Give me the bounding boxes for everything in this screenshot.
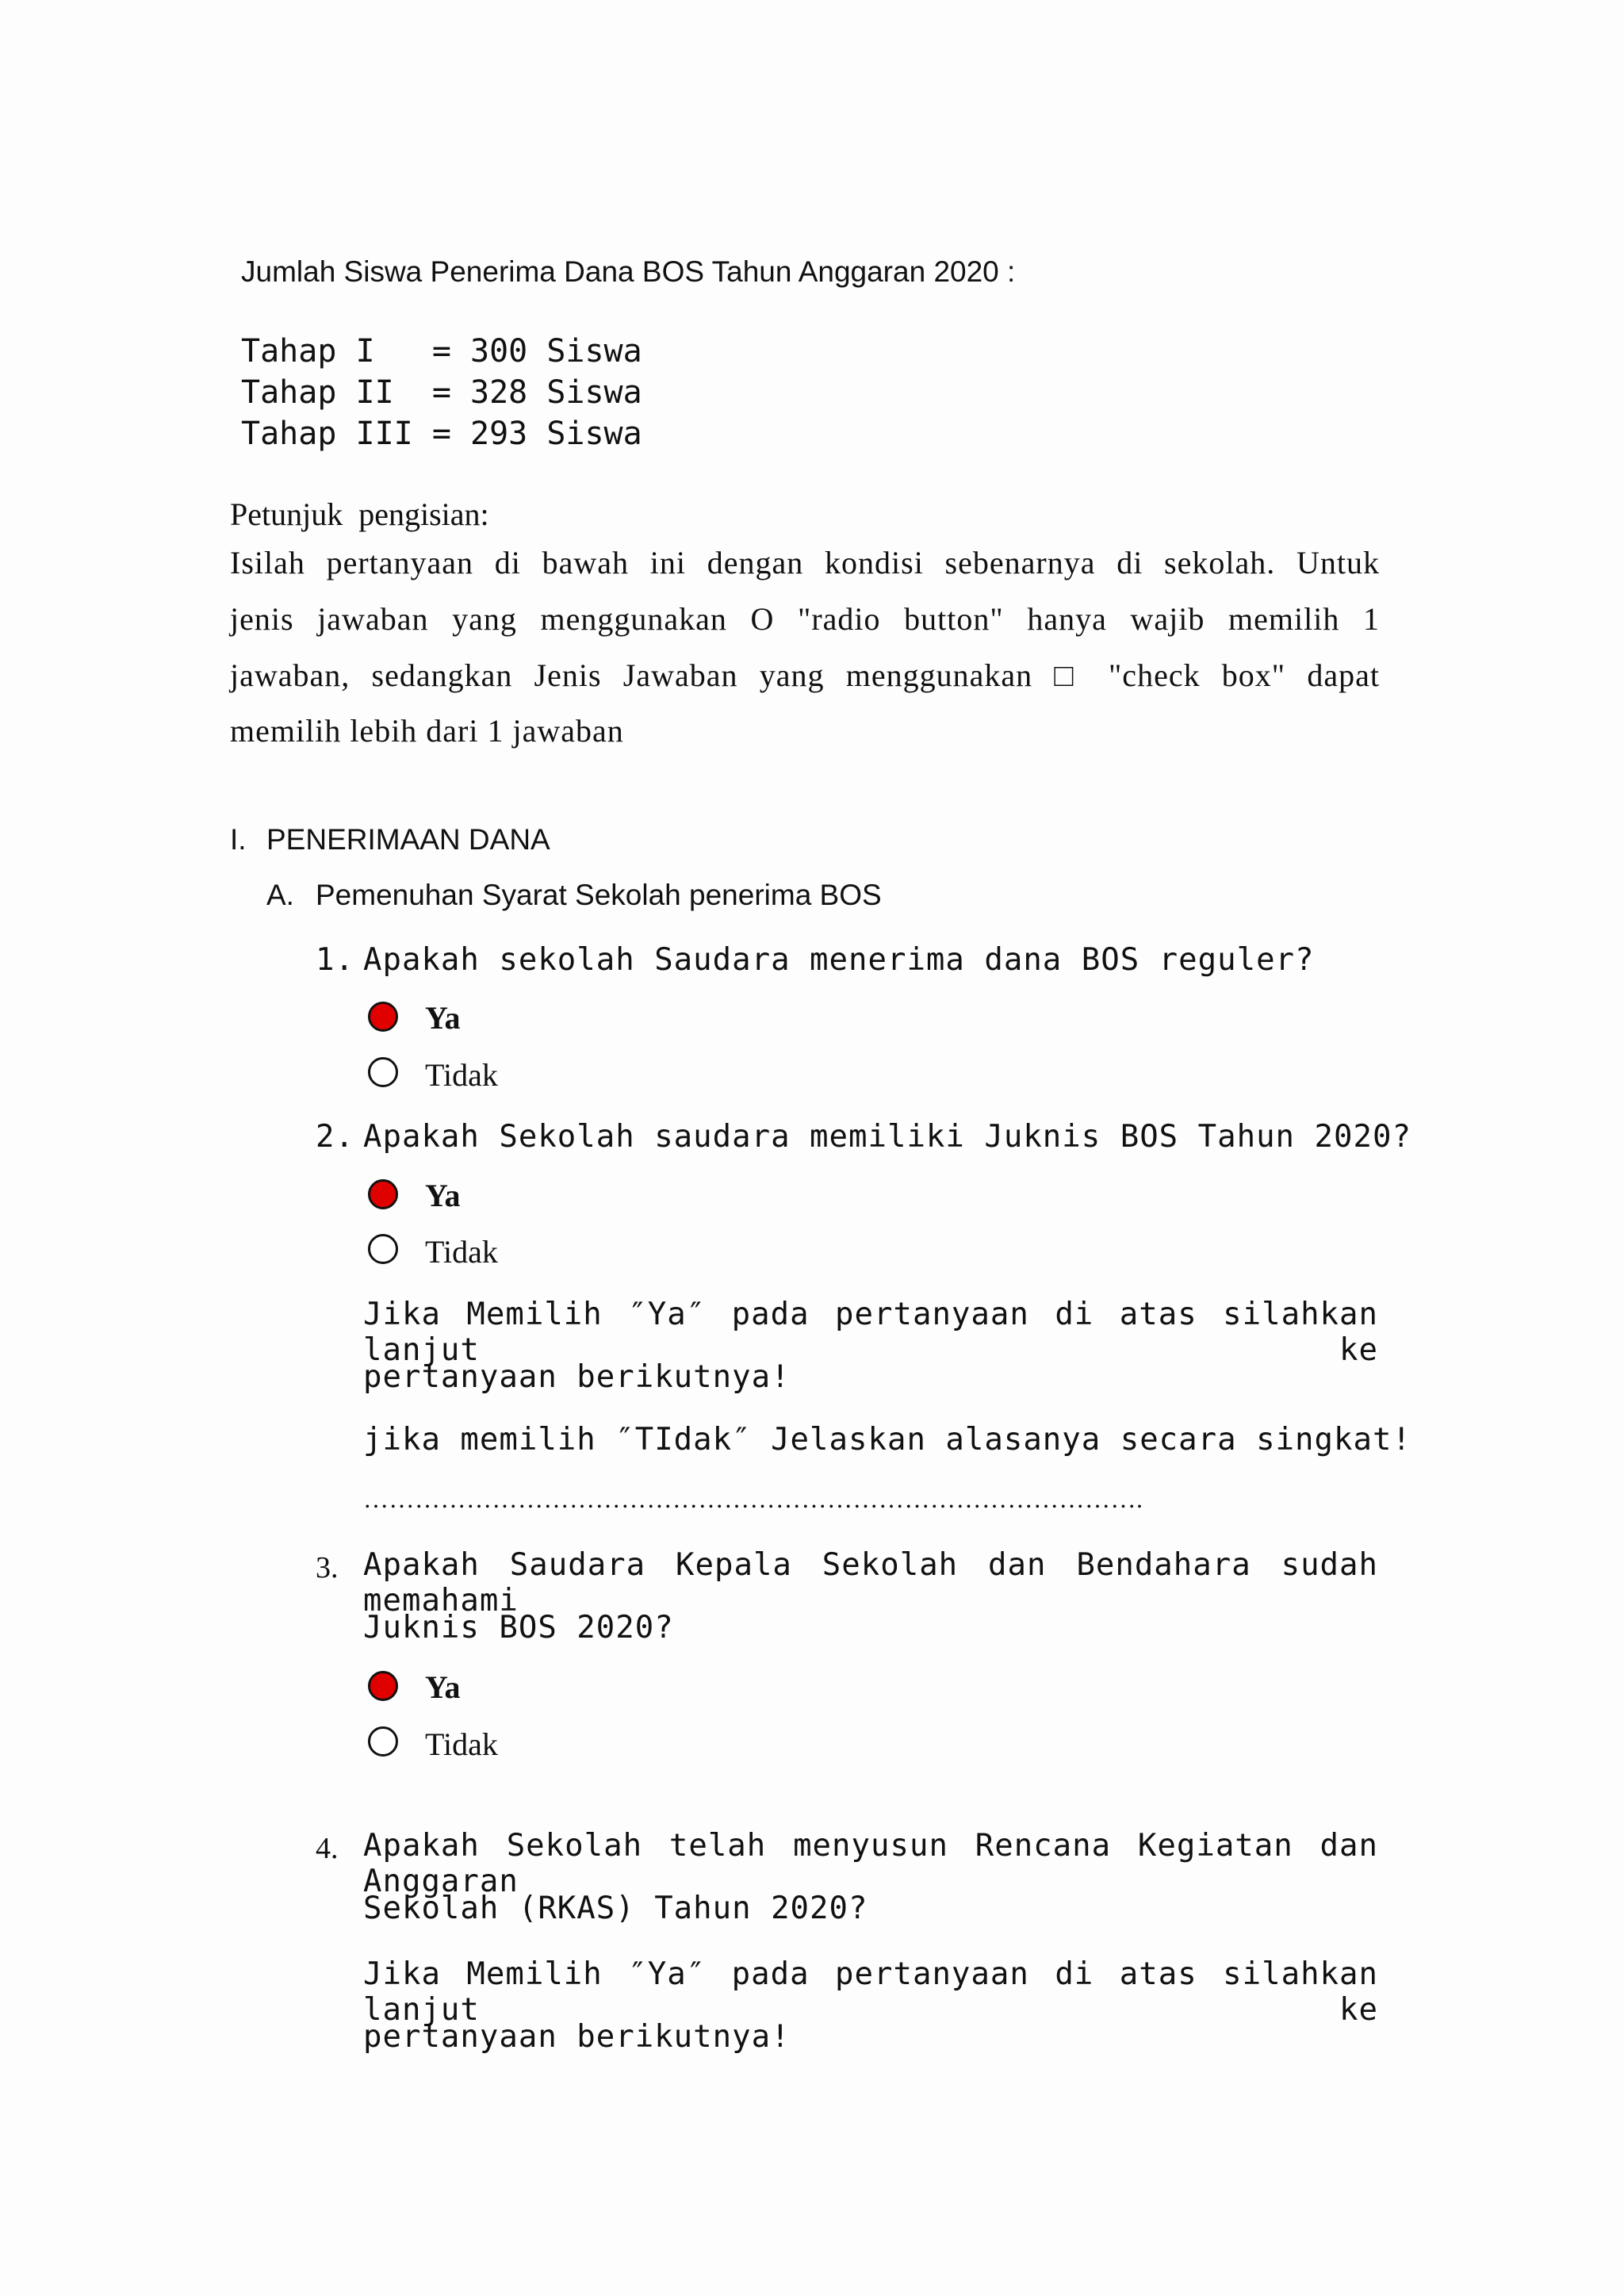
petunjuk-line-4: memilih lebih dari 1 jawaban [230, 713, 624, 749]
question-2-number: 2. [316, 1119, 354, 1155]
q2-option-yes-label: Ya [425, 1178, 461, 1213]
question-4-text-line-2: Sekolah (RKAS) Tahun 2020? [363, 1891, 868, 1926]
q3-radio-yes[interactable] [368, 1671, 398, 1701]
q1-option-yes-label: Ya [425, 1000, 461, 1036]
q3-option-no-label: Tidak [425, 1726, 498, 1762]
q1-radio-yes[interactable] [368, 1002, 398, 1032]
q2-radio-no[interactable] [368, 1234, 398, 1264]
q3-radio-no[interactable] [368, 1726, 398, 1757]
q4-note-line-1: Jika Memilih ″Ya″ pada pertanyaan di atas silahkan lanjut ke [363, 1956, 1378, 2028]
q2-note-line-3: jika memilih ″TIdak″ Jelaskan alasanya secara singkat! [363, 1422, 1411, 1458]
q1-option-no-label: Tidak [425, 1057, 498, 1093]
q2-note-line-1: Jika Memilih ″Ya″ pada pertanyaan di atas silahkan lanjut ke [363, 1297, 1378, 1368]
q2-option-no-label: Tidak [425, 1234, 498, 1270]
document-heading: Jumlah Siswa Penerima Dana BOS Tahun Anggaran 2020 : [241, 255, 1016, 288]
petunjuk-line-2: jenis jawaban yang menggunakan O "radio button" hanya wajib memilih 1 [230, 601, 1380, 637]
q2-answer-dotted-line: ………………………………………………………………………………. [363, 1485, 1143, 1513]
petunjuk-line-1: Isilah pertanyaan di bawah ini dengan kondisi sebenarnya di sekolah. Untuk [230, 545, 1380, 580]
q1-radio-no[interactable] [368, 1057, 398, 1087]
petunjuk-line-3: jawaban, sedangkan Jenis Jawaban yang menggunakan □ "check box" dapat [230, 657, 1380, 693]
question-2-text: Apakah Sekolah saudara memiliki Juknis BOS Tahun 2020? [363, 1119, 1411, 1155]
question-3-text-line-1: Apakah Saudara Kepala Sekolah dan Bendahara sudah memahami [363, 1547, 1378, 1619]
question-1-text: Apakah sekolah Saudara menerima dana BOS reguler? [363, 942, 1315, 978]
subsection-letter: A. [266, 879, 294, 911]
section-roman: I. [230, 823, 247, 856]
question-3-number: 3. [316, 1551, 339, 1584]
tahap-3: Tahap III = 293 Siswa [241, 416, 642, 452]
petunjuk-title: Petunjuk pengisian: [230, 496, 489, 532]
question-1-number: 1. [316, 942, 354, 978]
section-title: PENERIMAAN DANA [266, 823, 550, 856]
q3-option-yes-label: Ya [425, 1669, 461, 1705]
question-4-text-line-1: Apakah Sekolah telah menyusun Rencana Kegiatan dan Anggaran [363, 1828, 1378, 1899]
tahap-2: Tahap II = 328 Siswa [241, 374, 642, 411]
q2-radio-yes[interactable] [368, 1179, 398, 1209]
tahap-1: Tahap I = 300 Siswa [241, 333, 642, 370]
question-3-text-line-2: Juknis BOS 2020? [363, 1610, 674, 1646]
q4-note-line-2: pertanyaan berikutnya! [363, 2019, 791, 2055]
question-4-number: 4. [316, 1832, 339, 1865]
q2-note-line-2: pertanyaan berikutnya! [363, 1359, 791, 1395]
subsection-title: Pemenuhan Syarat Sekolah penerima BOS [316, 879, 882, 911]
